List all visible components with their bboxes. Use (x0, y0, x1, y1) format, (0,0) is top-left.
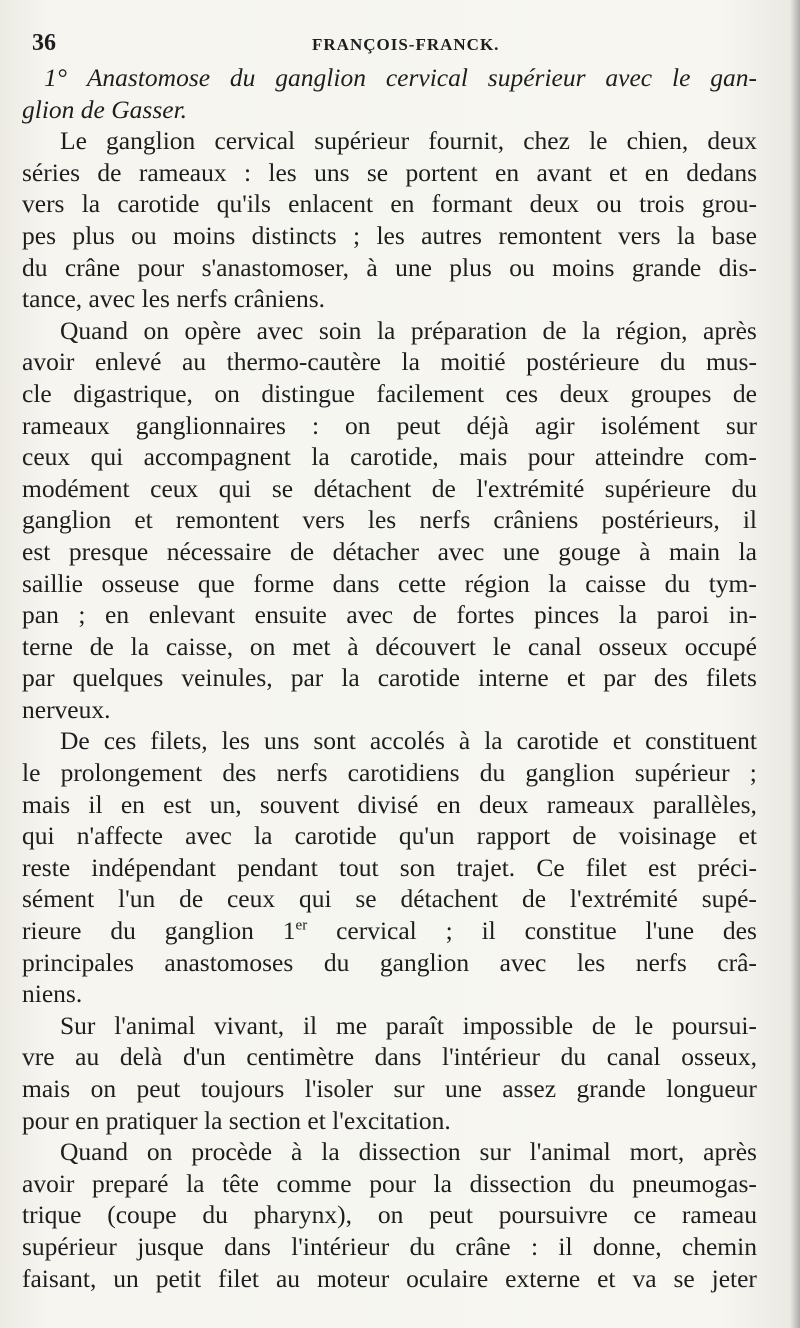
text-line: mais on peut toujours l'isoler sur une assez grande longueur (22, 1074, 757, 1103)
text-line: rieure du ganglion 1er cervical ; il constitue l'une des (22, 916, 757, 946)
text-line: vers la carotide qu'ils enlacent en formant deux ou trois grou- (22, 189, 757, 219)
text-line: par quelques veinules, par la carotide interne et par des filets (22, 663, 757, 693)
text-line: Le ganglion cervical supérieur fournit, chez le chien, deux (60, 126, 757, 156)
text-line: terne de la caisse, on met à découvert le canal osseux occupé (22, 631, 757, 661)
text-line: ganglion et remontent vers les nerfs crâniens postérieurs, il (22, 505, 757, 535)
text-line: mais il en est un, souvent divisé en deux rameaux parallèles, (22, 789, 757, 819)
text-line: du crâne pour s'anastomoser, à une plus ou moins grande dis- (22, 252, 757, 282)
text-line: faisant, un petit filet au moteur oculaire externe et va se jeter (22, 1263, 757, 1293)
page-number: 36 (32, 30, 56, 56)
text-line: avoir preparé la tête comme pour la dissection du pneumogas- (22, 1168, 757, 1198)
running-title: FRANÇOIS-FRANCK. (312, 35, 500, 54)
text-line: Quand on procède à la dissection sur l'animal mort, après (60, 1137, 757, 1167)
text-line: vre au delà d'un centimètre dans l'intérieur du canal osseux, (22, 1042, 757, 1072)
text-line: reste indépendant pendant tout son trajet. Ce filet est préci- (22, 852, 757, 882)
text-line: séries de rameaux : les uns se portent en avant et en dedans (22, 157, 757, 187)
text-line: Sur l'animal vivant, il me paraît impossible de le poursui- (60, 1010, 757, 1040)
body-text (22, 62, 757, 1294)
text-line: ceux qui accompagnent la carotide, mais pour atteindre com- (22, 442, 757, 472)
text-line: avoir enlevé au thermo-cautère la moitié postérieure du mus- (22, 347, 757, 377)
text-line: nerveux. (22, 694, 111, 724)
text-line: pour en pratiquer la section et l'excitation. (22, 1105, 451, 1135)
text-line: rameaux ganglionnaires : on peut déjà agir isolément sur (22, 410, 757, 440)
text-line: glion de Gasser. (22, 94, 188, 124)
text-line: 1° Anastomose du ganglion cervical supérieur avec le gan- (44, 63, 757, 92)
text-line: modément ceux qui se détachent de l'extrémité supérieure du (22, 473, 757, 503)
text-line: Quand on opère avec soin la préparation de la région, après (60, 315, 757, 345)
page-header (30, 30, 770, 60)
text-line: le prolongement des nerfs carotidiens du ganglion supérieur ; (22, 758, 757, 788)
text-line: qui n'affecte avec la carotide qu'un rapport de voisinage et (22, 821, 757, 851)
text-line: saillie osseuse que forme dans cette région la caisse du tym- (22, 568, 757, 598)
text-line: supérieur jusque dans l'intérieur du crâne : il donne, chemin (22, 1231, 757, 1261)
text-line: pan ; en enlevant ensuite avec de fortes pinces la paroi in- (22, 600, 757, 630)
text-line: sément l'un de ceux qui se détachent de l'extrémité supé- (22, 884, 757, 914)
page-edge-shadow (790, 0, 800, 1328)
text-line: trique (coupe du pharynx), on peut poursuivre ce rameau (22, 1200, 757, 1230)
text-line: cle digastrique, on distingue facilement ces deux groupes de (22, 378, 757, 408)
text-line: principales anastomoses du ganglion avec les nerfs crâ- (22, 947, 757, 977)
text-line: niens. (22, 979, 83, 1009)
text-line: tance, avec les nerfs crâniens. (22, 284, 326, 314)
text-line: pes plus ou moins distincts ; les autres remontent vers la base (22, 220, 757, 250)
text-line: est presque nécessaire de détacher avec une gouge à main la (22, 536, 757, 566)
text-line: De ces filets, les uns sont accolés à la carotide et constituent (60, 726, 757, 756)
